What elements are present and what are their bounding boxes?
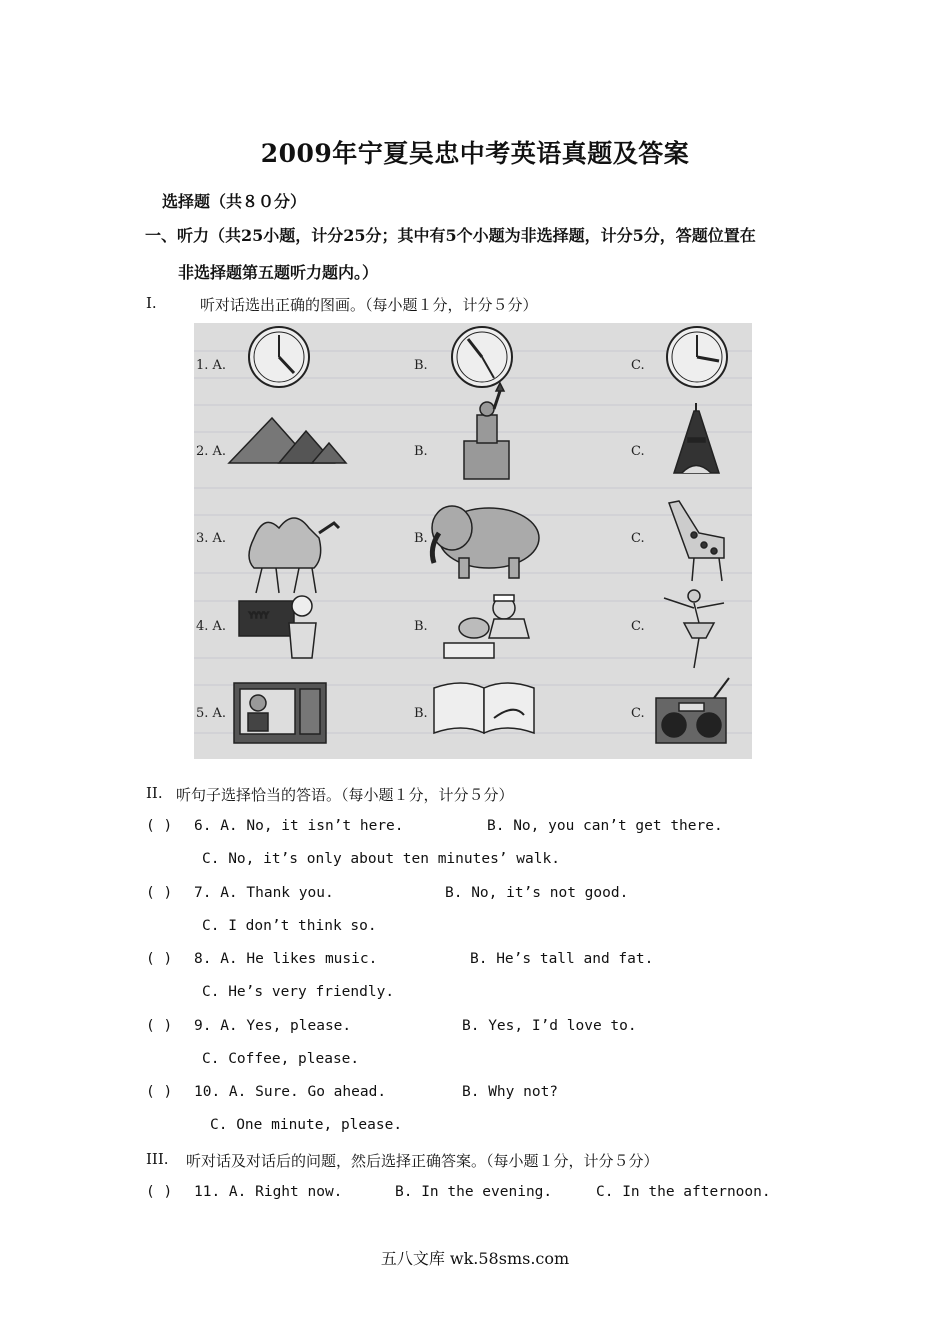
answer-blank[interactable]: ( ) xyxy=(146,1018,173,1034)
eiffel-tower-icon xyxy=(674,403,719,473)
q11-option-a: 11. A. Right now. xyxy=(194,1184,343,1200)
dancer-icon xyxy=(664,590,724,668)
row5-c-label: C. xyxy=(631,706,645,721)
row4-label: 4. A. xyxy=(196,619,227,634)
q7-option-a: 7. A. Thank you. xyxy=(194,885,334,901)
camel-icon xyxy=(249,518,339,593)
row2-b-label: B. xyxy=(414,444,428,459)
teacher-icon xyxy=(239,596,316,658)
picture-grid xyxy=(194,323,752,759)
row3-b-label: B. xyxy=(414,531,428,546)
sec3-instruction: 听对话及对话后的问题，然后选择正确答案。（每小题１分，计分５分） xyxy=(186,1152,659,1170)
row1-c-label: C. xyxy=(631,358,645,373)
sec2-number: II. xyxy=(146,784,163,802)
page-title: 2009年宁夏吴忠中考英语真题及答案 xyxy=(260,139,690,168)
q7-option-c: C. I don’t think so. xyxy=(202,918,377,934)
giraffe-icon xyxy=(669,501,724,581)
q8-option-c: C. He’s very friendly. xyxy=(202,984,395,1000)
svg-text:YYYY: YYYY xyxy=(249,611,269,620)
q11-option-c: C. In the afternoon. xyxy=(596,1184,771,1200)
q10-option-c: C. One minute, please. xyxy=(210,1117,403,1133)
q9-option-a: 9. A. Yes, please. xyxy=(194,1018,352,1034)
answer-blank[interactable]: ( ) xyxy=(146,951,173,967)
part1-heading-cont: 非选择题第五题听力题内。） xyxy=(178,263,379,282)
pyramids-icon xyxy=(229,418,346,463)
elephant-icon xyxy=(432,506,539,578)
sec1-instruction: 听对话选出正确的图画。（每小题１分，计分５分） xyxy=(200,296,538,314)
clock-icon xyxy=(667,327,727,387)
sec1-number: I. xyxy=(146,294,157,312)
clock-icon xyxy=(249,327,309,387)
row4-c-label: C. xyxy=(631,619,645,634)
television-icon xyxy=(234,683,326,743)
statue-of-liberty-icon xyxy=(464,383,509,479)
row1-b-label: B. xyxy=(414,358,428,373)
q9-option-c: C. Coffee, please. xyxy=(202,1051,360,1067)
section-heading: 选择题（共８０分） xyxy=(162,192,307,211)
q10-option-b: B. Why not? xyxy=(462,1084,559,1100)
q8-option-a: 8. A. He likes music. xyxy=(194,951,378,967)
q6-option-b: B. No, you can’t get there. xyxy=(487,818,723,834)
row4-b-label: B. xyxy=(414,619,428,634)
book-icon xyxy=(434,683,534,733)
q7-option-b: B. No, it’s not good. xyxy=(445,885,629,901)
row2-c-label: C. xyxy=(631,444,645,459)
answer-blank[interactable]: ( ) xyxy=(146,818,173,834)
q6-option-a: 6. A. No, it isn’t here. xyxy=(194,818,404,834)
footer-watermark: 五八文库 wk.58sms.com xyxy=(380,1249,570,1268)
nurse-icon xyxy=(444,595,529,658)
row5-label: 5. A. xyxy=(196,706,227,721)
sec3-number: III. xyxy=(146,1150,169,1168)
answer-blank[interactable]: ( ) xyxy=(146,1184,173,1200)
row5-b-label: B. xyxy=(414,706,428,721)
q6-option-c: C. No, it’s only about ten minutes’ walk. xyxy=(202,851,560,867)
row3-label: 3. A. xyxy=(196,531,227,546)
row3-c-label: C. xyxy=(631,531,645,546)
q8-option-b: B. He’s tall and fat. xyxy=(470,951,654,967)
answer-blank[interactable]: ( ) xyxy=(146,1084,173,1100)
sec2-instruction: 听句子选择恰当的答语。（每小题１分，计分５分） xyxy=(176,786,514,804)
row2-label: 2. A. xyxy=(196,444,227,459)
radio-icon xyxy=(656,678,729,743)
row1-label: 1. A. xyxy=(196,358,227,373)
clock-icon xyxy=(452,327,512,387)
q11-option-b: B. In the evening. xyxy=(395,1184,553,1200)
q10-option-a: 10. A. Sure. Go ahead. xyxy=(194,1084,387,1100)
part1-heading: 一、听力（共25小题，计分25分；其中有5个小题为非选择题，计分5分，答题位置在 xyxy=(145,226,756,245)
q9-option-b: B. Yes, I’d love to. xyxy=(462,1018,637,1034)
answer-blank[interactable]: ( ) xyxy=(146,885,173,901)
